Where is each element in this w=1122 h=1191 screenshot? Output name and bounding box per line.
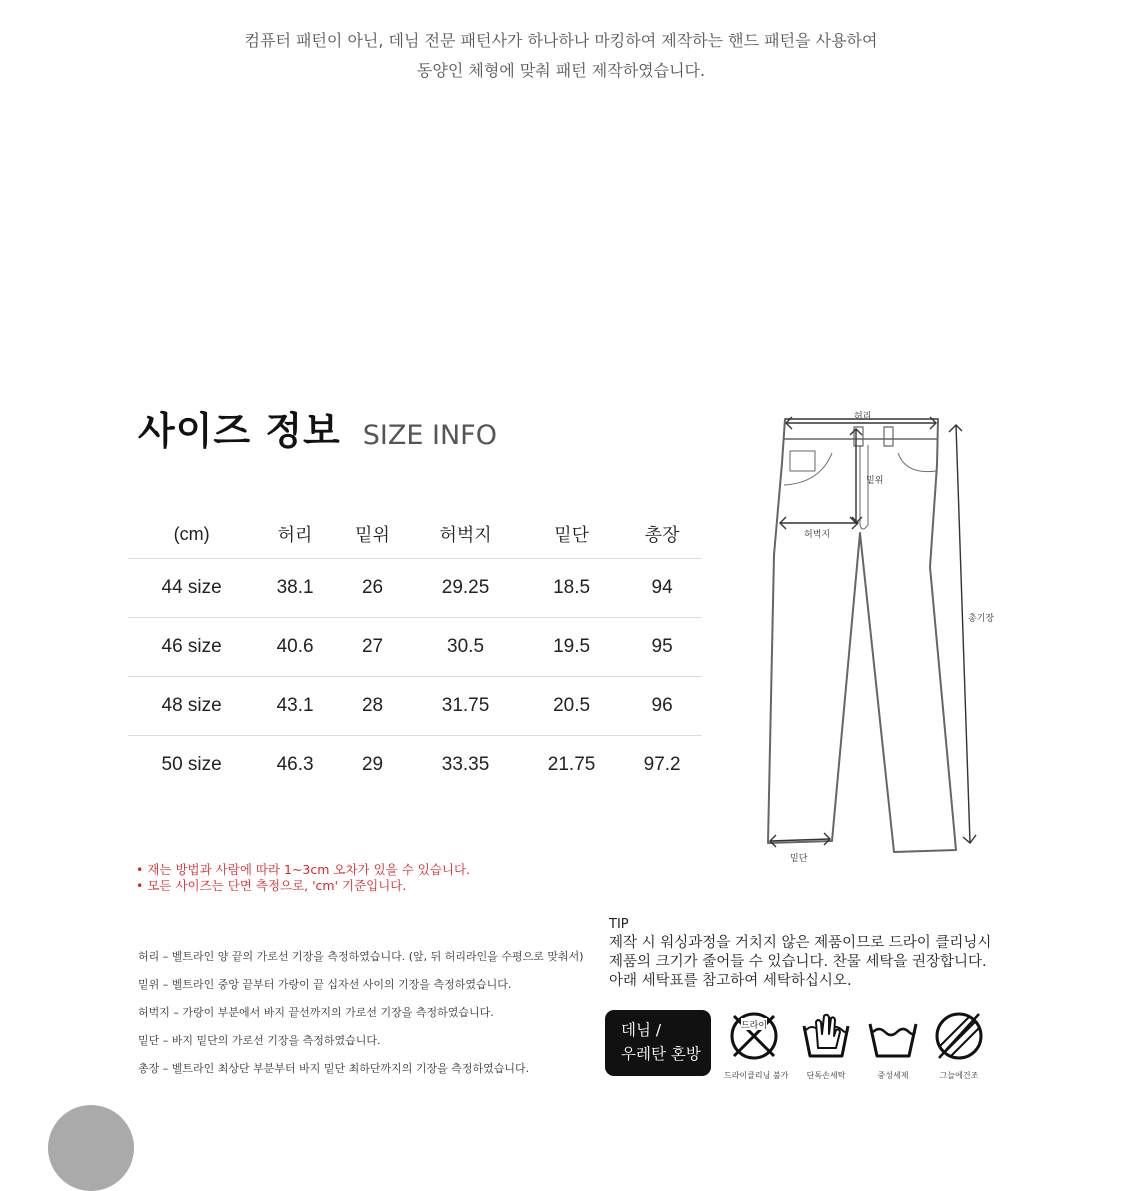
care-label: 단독손세탁 bbox=[806, 1071, 846, 1080]
length-arrow bbox=[956, 425, 970, 843]
care-no-dry-clean bbox=[724, 1008, 789, 1081]
header-hem: 밑단 bbox=[521, 510, 622, 559]
note-tolerance: • 재는 방법과 사람에 따라 1~3cm 오차가 있을 수 있습니다. bbox=[136, 862, 471, 877]
header-rise: 밑위 bbox=[335, 510, 410, 559]
table-cell: 94 bbox=[622, 559, 702, 618]
table-cell: 96 bbox=[622, 677, 702, 736]
no-dry-clean-icon bbox=[726, 1008, 782, 1064]
table-cell: 97.2 bbox=[643, 754, 681, 775]
measurement-definitions bbox=[138, 948, 584, 1088]
care-label: 드라이클리닝 불가 bbox=[724, 1071, 789, 1080]
table-cell: 38.1 bbox=[255, 559, 335, 618]
care-hand-wash bbox=[796, 1008, 856, 1081]
material-badge bbox=[605, 1010, 711, 1076]
shade-dry-icon bbox=[931, 1008, 987, 1064]
dry-inner-label: 드라이 bbox=[740, 1021, 768, 1031]
size-table bbox=[128, 510, 702, 794]
intro-line-2: 동양인 체형에 맞춰 패턴 제작하였습니다. bbox=[416, 61, 706, 80]
table-row bbox=[128, 618, 702, 677]
table-cell: 48 size bbox=[128, 677, 255, 736]
header-waist: 허리 bbox=[255, 510, 335, 559]
header-length: 총장 bbox=[622, 510, 702, 559]
table-cell: 31.75 bbox=[410, 677, 521, 736]
table-cell: 40.6 bbox=[255, 618, 335, 677]
table-cell: 33.35 bbox=[441, 754, 490, 775]
table-cell: 29 bbox=[361, 754, 384, 775]
floating-circle[interactable] bbox=[48, 1105, 134, 1191]
definition-hem: 밑단 – 바지 밑단의 가로선 기장을 측정하였습니다. bbox=[138, 1034, 381, 1047]
tip-line-3: 아래 세탁표를 참고하여 세탁하십시오. bbox=[609, 973, 852, 989]
care-label: 그늘에건조 bbox=[939, 1071, 979, 1080]
hand-wash-icon bbox=[798, 1008, 854, 1064]
definition-thigh: 허벅지 – 가랑이 부분에서 바지 끝선까지의 가로선 기장을 측정하였습니다. bbox=[138, 1006, 494, 1019]
diagram-label-rise: 밑위 bbox=[866, 476, 884, 486]
table-cell: 46.3 bbox=[276, 754, 314, 775]
care-label: 중성세제 bbox=[877, 1071, 909, 1080]
table-cell: 18.5 bbox=[521, 559, 622, 618]
tip-line-2: 제품의 크기가 줄어들 수 있습니다. 찬물 세탁을 권장합니다. bbox=[609, 954, 987, 970]
table-cell: 43.1 bbox=[255, 677, 335, 736]
table-cell: 19.5 bbox=[521, 618, 622, 677]
diagram-label-thigh: 허벅지 bbox=[804, 530, 831, 540]
tip-title: TIP bbox=[609, 917, 629, 932]
table-row bbox=[128, 736, 702, 795]
definition-rise: 밑위 – 벨트라인 중앙 끝부터 가랑이 끝 십자선 사이의 기장을 측정하였습니다. bbox=[138, 978, 512, 991]
definition-length: 총장 – 벨트라인 최상단 부분부터 바지 밑단 최하단까지의 기장을 측정하였습니다. bbox=[138, 1062, 530, 1075]
table-row bbox=[128, 559, 702, 618]
material-line-2: 우레탄 혼방 bbox=[621, 1045, 701, 1063]
note-unit: • 모든 사이즈는 단면 측정으로, 'cm' 기준입니다. bbox=[136, 878, 407, 893]
material-line-1: 데님 / bbox=[621, 1021, 662, 1039]
pants-diagram bbox=[760, 405, 1010, 865]
table-cell: 21.75 bbox=[547, 754, 596, 775]
table-cell: 26 bbox=[335, 559, 410, 618]
table-cell: 44 size bbox=[128, 559, 255, 618]
care-shade-dry bbox=[929, 1008, 989, 1081]
definition-waist: 허리 – 벨트라인 양 끝의 가로선 기장을 측정하였습니다. (앞, 뒤 허리라인을 수평으로 맞춰서) bbox=[138, 950, 584, 963]
title-english: SIZE INFO bbox=[362, 420, 497, 451]
intro-line-1: 컴퓨터 패턴이 아닌, 데님 전문 패턴사가 하나하나 마킹하여 제작하는 핸드 패턴을 사용하여 bbox=[244, 31, 878, 50]
table-cell: 50 size bbox=[161, 754, 222, 775]
table-cell: 20.5 bbox=[521, 677, 622, 736]
table-cell: 27 bbox=[335, 618, 410, 677]
neutral-detergent-icon bbox=[865, 1008, 921, 1064]
diagram-label-length: 총기장 bbox=[968, 614, 995, 624]
pants-outline bbox=[768, 419, 956, 852]
size-info-title bbox=[138, 400, 497, 455]
table-cell: 30.5 bbox=[410, 618, 521, 677]
table-cell: 46 size bbox=[128, 618, 255, 677]
tip-line-1: 제작 시 워싱과정을 거치지 않은 제품이므로 드라이 클리닝시 bbox=[609, 935, 992, 951]
care-neutral-detergent bbox=[863, 1008, 923, 1081]
diagram-label-hem: 밑단 bbox=[790, 854, 808, 864]
measurement-notes bbox=[136, 862, 470, 894]
header-thigh: 허벅지 bbox=[410, 510, 521, 559]
diagram-label-waist: 허리 bbox=[854, 412, 872, 422]
wash-tip bbox=[609, 915, 991, 991]
table-row bbox=[128, 677, 702, 736]
table-header-row bbox=[128, 510, 702, 559]
table-cell: 95 bbox=[622, 618, 702, 677]
header-unit: (cm) bbox=[128, 510, 255, 559]
title-korean: 사이즈 정보 bbox=[138, 409, 341, 453]
table-cell: 29.25 bbox=[410, 559, 521, 618]
table-cell: 28 bbox=[335, 677, 410, 736]
